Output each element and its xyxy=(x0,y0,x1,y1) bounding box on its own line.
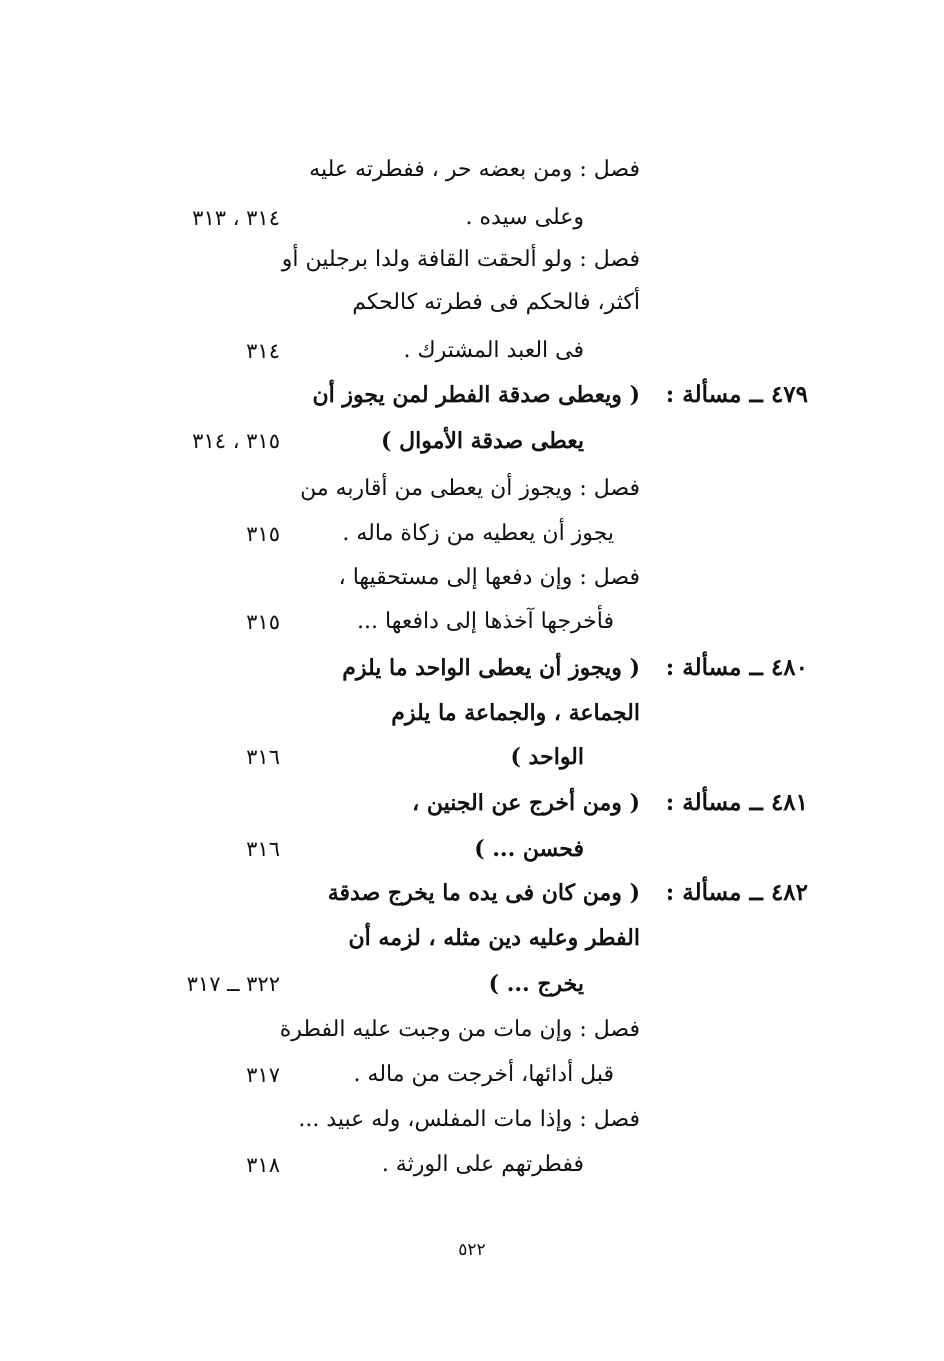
entry-line: فصل : وإن مات من وجبت عليه الفطرة xyxy=(279,1017,640,1042)
issue-text: الفطر وعليه دين مثله ، لزمه أن xyxy=(348,925,640,951)
issue-text: يعطى صدقة الأموال ) xyxy=(381,428,584,454)
entry-line: فصل : ويجوز أن يعطى من أقاربه من xyxy=(300,476,640,501)
entry-line: فصل : وإن دفعها إلى مستحقيها ، xyxy=(338,565,640,590)
page-reference: ٣٢٢ ــ ٣١٧ xyxy=(186,972,280,996)
entry-line: أكثر، فالحكم فى فطرته كالحكم xyxy=(352,290,640,315)
page-reference: ٣١٥ xyxy=(246,522,280,546)
entry-line: ففطرتهم على الورثة . xyxy=(381,1152,584,1177)
page-reference: ٣١٥ xyxy=(246,610,280,634)
issue-text: ( ويجوز أن يعطى الواحد ما يلزم xyxy=(342,655,640,681)
issue-text: الواحد ) xyxy=(510,744,584,770)
entry-line: يجوز أن يعطيه من زكاة ماله . xyxy=(342,521,614,546)
issue-label: ٤٨١ ــ مسألة : xyxy=(665,789,808,816)
issue-text: الجماعة ، والجماعة ما يلزم xyxy=(391,700,640,726)
page-reference: ٣١٦ xyxy=(246,745,280,769)
page-reference: ٣١٧ xyxy=(246,1063,280,1087)
page-reference: ٣١٦ xyxy=(246,837,280,861)
entry-line: فصل : ولو ألحقت القافة ولدا برجلين أو xyxy=(281,247,640,272)
issue-text: فحسن ... ) xyxy=(474,836,584,862)
entry-line: فصل : وإذا مات المفلس، وله عبيد ... xyxy=(298,1107,640,1132)
entry-line: قبل أدائها، أخرجت من ماله . xyxy=(353,1062,614,1087)
entry-line: فصل : ومن بعضه حر ، ففطرته عليه xyxy=(309,157,640,182)
page-reference: ٣١٥ ، ٣١٤ xyxy=(192,429,280,453)
issue-text: ( ومن كان فى يده ما يخرج صدقة xyxy=(327,880,640,906)
page-reference: ٣١٨ xyxy=(246,1153,280,1177)
issue-text: يخرج ... ) xyxy=(488,971,584,997)
issue-label: ٤٨٠ ــ مسألة : xyxy=(665,654,808,681)
page-reference: ٣١٤ ، ٣١٣ xyxy=(192,206,280,230)
issue-label: ٤٧٩ ــ مسألة : xyxy=(665,381,808,408)
issue-text: ( ومن أخرج عن الجنين ، xyxy=(412,790,640,816)
issue-text: ( ويعطى صدقة الفطر لمن يجوز أن xyxy=(312,382,640,408)
page-number: ٥٢٢ xyxy=(458,1240,486,1260)
entry-line: فأخرجها آخذها إلى دافعها ... xyxy=(357,609,614,634)
entry-line: وعلى سيده . xyxy=(465,205,584,230)
page-reference: ٣١٤ xyxy=(246,339,280,363)
entry-line: فى العبد المشترك . xyxy=(403,338,584,363)
issue-label: ٤٨٢ ــ مسألة : xyxy=(665,879,808,906)
